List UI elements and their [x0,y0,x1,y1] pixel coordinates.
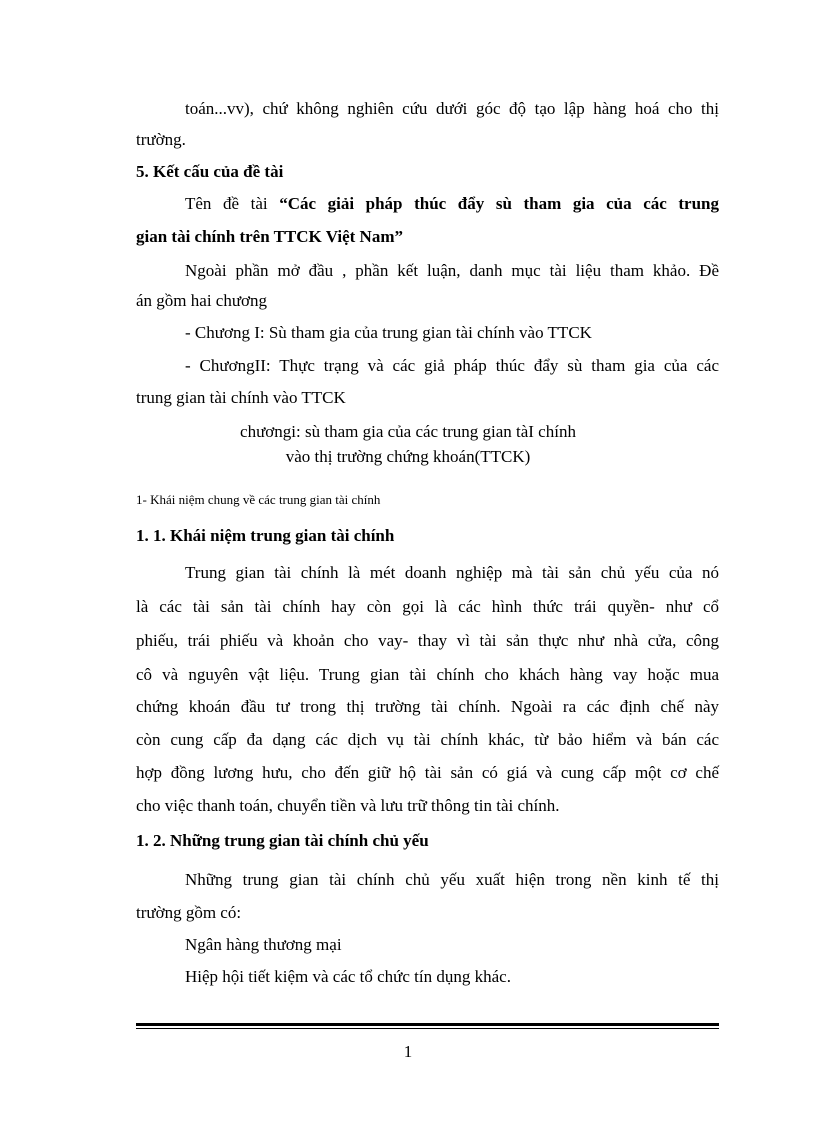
chapter-title-line-2: vào thị trường chứng khoán(TTCK) [285,447,531,466]
topic-title-prefix: Tên đề tài [185,194,280,213]
section-1-1-line: Trung gian tài chính là mét doanh nghiệp mà tài sản chủ yếu của nó [185,563,719,582]
topic-title-text: “Các giải pháp thúc đẩy sù tham gia của các trung [279,194,720,213]
section-1-1-line: chứng khoán đầu tư trong thị trường tài chính. Ngoài ra các định chế này [136,697,719,716]
chapter-2-item-line-1: - ChươngII: Thực trạng và các giả pháp thúc đẩy sù tham gia của các [185,356,719,375]
list-item-savings-association: Hiệp hội tiết kiệm và các tổ chức tín dụng khác. [185,967,511,986]
section-1-2-heading: 1. 2. Những trung gian tài chính chủ yếu [136,831,429,850]
list-item-commercial-bank: Ngân hàng thương mại [185,935,342,954]
footer-divider-thin [136,1028,719,1029]
intro-line-1: toán...vv), chứ không nghiên cứu dưới góc độ tạo lập hàng hoá cho thị [185,99,719,118]
chapter-1-item: - Chương I: Sù tham gia của trung gian tài chính vào TTCK [185,323,592,342]
section-1-1-line: cô và nguyên vật liệu. Trung gian tài chính cho khách hàng vay hoặc mua [136,665,719,684]
structure-para-line-2: án gồm hai chương [136,291,268,310]
section-1-1-line: phiếu, trái phiếu và khoản cho vay- thay vì tài sản thực như nhà cửa, công [136,631,719,650]
topic-title-line-2: gian tài chính trên TTCK Việt Nam” [136,227,403,246]
chapter-2-item-line-2: trung gian tài chính vào TTCK [136,388,346,407]
section-1-2-line-1: Những trung gian tài chính chủ yếu xuất hiện trong nền kinh tế thị [185,870,719,889]
section-1-2-line-2: trường gồm có: [136,903,242,922]
chapter-title-line-1: chươngi: sù tham gia của các trung gian tàI chính [240,422,576,441]
section-5-heading: 5. Kết cấu của đề tài [136,162,284,181]
intro-line-2: trường. [136,130,186,149]
section-1-1-line: là các tài sản tài chính hay còn gọi là các hình thức trái quyền- như cổ [136,597,719,616]
structure-para-line-1: Ngoài phần mở đầu , phần kết luận, danh mục tài liệu tham khảo. Đề [185,261,719,280]
section-1-1-line: còn cung cấp đa dạng các dịch vụ tài chính khác, từ bảo hiểm và bán các [136,730,719,749]
section-1-1-line: cho việc thanh toán, chuyển tiền và lưu trữ thông tin tài chính. [136,796,560,815]
section-1-1-heading: 1. 1. Khái niệm trung gian tài chính [136,526,395,545]
footer-divider-thick [136,1023,719,1026]
page-number: 1 [403,1042,413,1061]
section-1-1-line: hợp đồng lương hưu, cho đến giữ hộ tài sản có giá và cung cấp một cơ chế [136,763,719,782]
topic-title-line-1 [185,194,719,214]
sub-heading: 1- Khái niệm chung về các trung gian tài chính [136,492,381,507]
